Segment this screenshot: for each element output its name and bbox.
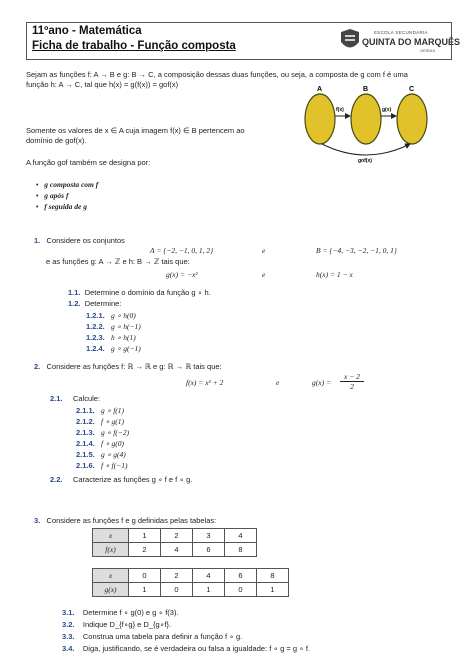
q3-item: 3.4. Diga, justificando, se é verdadeira ou falsa a igualdade: f ∘ g = g ∘ f. (62, 644, 311, 653)
table-cell: 8 (225, 543, 257, 557)
q1-set-a: A = {−2, −1, 0, 1, 2} (150, 246, 214, 255)
domain-paragraph (26, 126, 286, 146)
set-a-label: A (317, 86, 323, 93)
table-cell: 1 (257, 583, 289, 597)
q3-item: 3.2. Indique D_{f∘g} e D_{g∘f}. (62, 620, 172, 629)
table-f-header-fx: f(x) (93, 543, 129, 557)
q2-items (76, 406, 129, 471)
domain-line-2: domínio de gof(x). (26, 136, 87, 145)
logo-school-type: ESCOLA SECUNDÁRIA (374, 30, 428, 35)
header-title: Ficha de trabalho - Função composta (32, 40, 236, 52)
table-f-header-x: x (93, 529, 129, 543)
set-b-ellipse (351, 94, 381, 144)
q1-and: e (262, 246, 266, 255)
q2-f-def: f(x) = x² + 2 (186, 378, 224, 387)
q2-g-def-left: g(x) = (312, 378, 332, 387)
table-cell: 6 (193, 543, 225, 557)
q2-g-numerator: x − 2 (340, 372, 364, 382)
q1-h-def: h(x) = 1 − x (316, 270, 353, 279)
q1-sub-2: 1.2. Determine: (68, 299, 122, 308)
q2-item: 2.1.4. f ∘ g(0) (76, 439, 125, 448)
q1-heading: 1. Considere os conjuntos (34, 236, 125, 245)
q1-item: 1.2.3. h ∘ h(1) (86, 333, 136, 342)
table-cell: 0 (225, 583, 257, 597)
intro-line-1: Sejam as funções f: A → B e g: B → C, a composição dessas duas funções, ou seja, a composta de g com f é uma (26, 70, 408, 79)
table-cell: 0 (129, 569, 161, 583)
table-cell: 6 (225, 569, 257, 583)
q1-item: 1.2.4. g ∘ g(−1) (86, 344, 141, 353)
q1-set-b: B = {−4, −3, −2, −1, 0, 1} (316, 246, 397, 255)
table-cell: 4 (161, 543, 193, 557)
q2-and: e (276, 378, 280, 387)
q2-heading: 2. Considere as funções f: ℝ → ℝ e g: ℝ → ℝ tais que: (34, 362, 222, 371)
alias-list (36, 180, 98, 213)
q2-sub-2: 2.2. Caracterize as funções g ∘ f e f ∘ g. (50, 475, 193, 484)
table-g-header-gx: g(x) (93, 583, 129, 597)
q2-item: 2.1.6. f ∘ f(−1) (76, 461, 128, 470)
table-g-header-x: x (93, 569, 129, 583)
q1-items (86, 311, 141, 354)
q1-item: 1.2.2. g ∘ h(−1) (86, 322, 141, 331)
q2-item: 2.1.2. f ∘ g(1) (76, 417, 125, 426)
table-cell: 2 (161, 569, 193, 583)
table-g (92, 568, 289, 597)
table-cell: 1 (129, 529, 161, 543)
q1-sub-1: 1.1. Determine o domínio da função g ∘ h. (68, 288, 211, 297)
set-b-label: B (363, 86, 369, 93)
label-gof: gof(x) (358, 158, 372, 164)
q2-g-denominator: 2 (350, 382, 354, 391)
q1-functions-intro: e as funções g: A → ℤ e h: B → ℤ tais que: (46, 257, 190, 266)
table-cell: 1 (193, 583, 225, 597)
q3-item: 3.3. Construa uma tabela para definir a função f ∘ g. (62, 632, 243, 641)
set-a-ellipse (305, 94, 335, 144)
arrow-gof (322, 144, 410, 155)
table-row (93, 583, 289, 597)
alias-item: • g composta com f (36, 180, 99, 189)
q1-item: 1.2.1. g ∘ h(0) (86, 311, 136, 320)
q3-item: 3.1. Determine f ∘ g(0) e g ∘ f(3). (62, 608, 179, 617)
q2-item: 2.1.3. g ∘ f(−2) (76, 428, 130, 437)
table-cell: 0 (161, 583, 193, 597)
table-cell: 8 (257, 569, 289, 583)
q3-heading: 3. Considere as funções f e g definidas pelas tabelas: (34, 516, 217, 525)
alias-item: • f seguida de g (36, 202, 88, 211)
table-cell: 1 (129, 583, 161, 597)
table-f (92, 528, 257, 557)
table-row (93, 529, 257, 543)
intro-line-2: função h: A → C, tal que h(x) = g(f(x)) = gof(x) (26, 80, 179, 89)
q2-sub-1: 2.1. Calcule: (50, 394, 101, 403)
alias-item: • g após f (36, 191, 69, 200)
table-cell: 4 (225, 529, 257, 543)
q2-g-fraction (340, 372, 364, 391)
logo-school-name: QUINTA DO MARQUÊS (362, 37, 460, 47)
school-logo-icon (338, 28, 362, 54)
label-f: f(x) (336, 107, 344, 113)
logo-city: OEIRAS (420, 48, 436, 53)
q3-items (62, 608, 310, 654)
set-c-label: C (409, 86, 415, 93)
table-row (93, 569, 289, 583)
composition-diagram (300, 84, 440, 164)
table-cell: 4 (193, 569, 225, 583)
domain-line-1: Somente os valores de x ∈ A cuja imagem f(x) ∈ B pertencem ao (26, 126, 245, 135)
q1-g-def: g(x) = −x² (166, 270, 198, 279)
table-cell: 3 (193, 529, 225, 543)
table-cell: 2 (161, 529, 193, 543)
set-c-ellipse (397, 94, 427, 144)
q2-item: 2.1.5. g ∘ g(4) (76, 450, 126, 459)
q1-and-2: e (262, 270, 266, 279)
q2-item: 2.1.1. g ∘ f(1) (76, 406, 125, 415)
label-g: g(x) (382, 107, 392, 113)
header-grade: 11ºano - Matemática (32, 25, 142, 37)
alias-intro: A função gof também se designa por: (26, 158, 151, 167)
table-row (93, 543, 257, 557)
table-cell: 2 (129, 543, 161, 557)
